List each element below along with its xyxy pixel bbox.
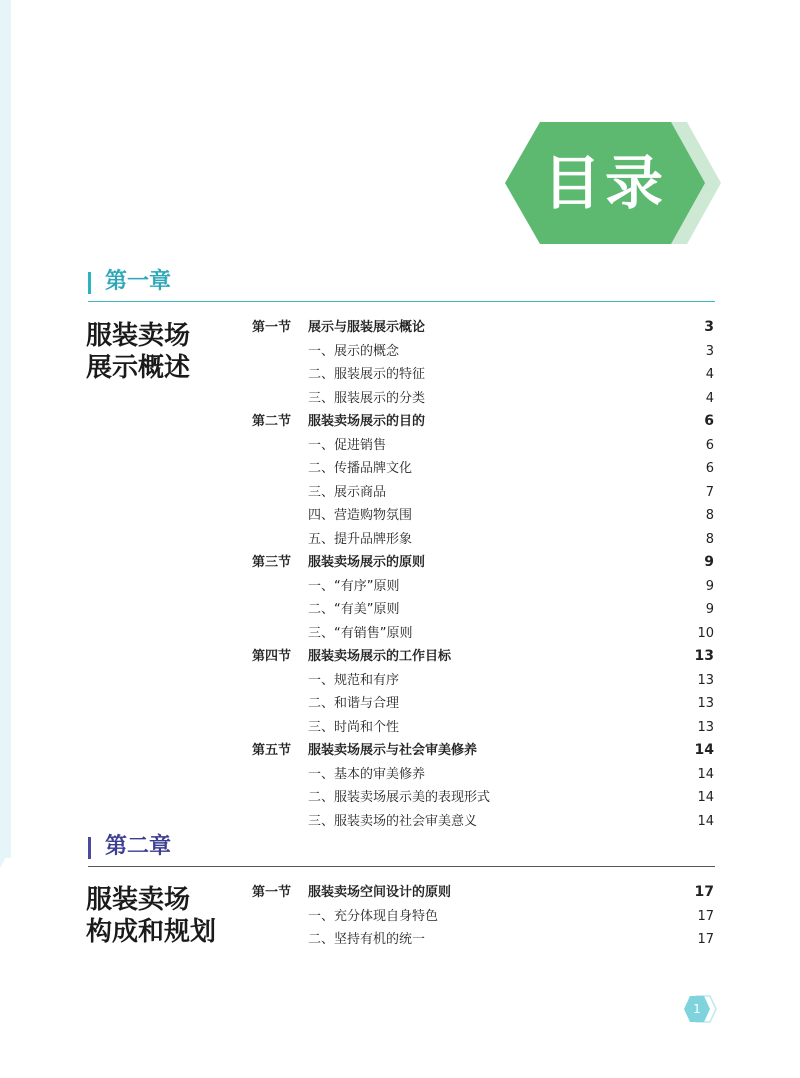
chapter-1-title [86, 320, 190, 384]
toc-section-row[interactable] [252, 551, 714, 575]
toc-section-row[interactable] [252, 645, 714, 669]
toc-item-row[interactable] [252, 810, 714, 834]
toc-page-number: 13 [697, 719, 714, 735]
chapter-2-title-line: 构成和规划 [86, 917, 217, 947]
toc-page-number: 4 [705, 390, 714, 406]
toc-item-row[interactable] [252, 692, 714, 716]
chapter-2-title [86, 884, 216, 948]
chapter-1-toc [252, 316, 714, 833]
toc-page-number: 6 [704, 413, 714, 429]
toc-page-number: 17 [694, 884, 714, 900]
chapter-1-header [88, 266, 715, 302]
toc-section-title: 服装卖场空间设计的原则 [308, 885, 452, 900]
chapter-1-label: 第一章 [105, 269, 172, 294]
toc-page-number: 14 [697, 766, 714, 782]
page-number-badge [683, 995, 717, 1023]
toc-section-number: 第四节 [252, 649, 292, 664]
toc-item-row[interactable] [252, 363, 714, 387]
toc-item-row[interactable] [252, 763, 714, 787]
toc-item-title: 三、时尚和个性 [308, 719, 400, 735]
toc-item-title: 二、服装展示的特征 [308, 367, 426, 382]
toc-section-title: 展示与服装展示概论 [308, 320, 426, 335]
toc-page-number: 17 [697, 932, 714, 947]
toc-item-title: 四、营造购物氛围 [308, 508, 413, 523]
chapter-2-marker [88, 837, 91, 859]
toc-section-number: 第三节 [252, 555, 292, 570]
toc-item-title: 一、规范和有序 [308, 672, 400, 688]
chapter-2-toc [252, 881, 714, 952]
toc-item-row[interactable] [252, 905, 714, 929]
toc-section-number: 第一节 [252, 885, 292, 900]
chapter-1-title-line: 服装卖场 [86, 321, 191, 351]
chapter-1-marker [88, 272, 91, 294]
toc-item-title: 一、促进销售 [308, 437, 387, 453]
toc-item-row[interactable] [252, 669, 714, 693]
left-edge-strip-corner [0, 848, 11, 868]
toc-page-number: 9 [704, 554, 714, 570]
toc-page-number: 3 [704, 319, 714, 335]
toc-section-title: 服装卖场展示的目的 [308, 414, 426, 429]
chapter-2-header [88, 831, 715, 867]
toc-item-title: 二、“有美”原则 [308, 602, 400, 617]
toc-section-row[interactable] [252, 739, 714, 763]
toc-item-title: 三、“有销售”原则 [308, 625, 413, 641]
toc-page-number: 9 [705, 578, 714, 594]
toc-item-title: 二、和谐与合理 [308, 696, 400, 711]
left-edge-strip [0, 0, 11, 858]
toc-item-row[interactable] [252, 575, 714, 599]
toc-item-row[interactable] [252, 457, 714, 481]
toc-item-row[interactable] [252, 622, 714, 646]
page-title: 目录 [542, 149, 667, 217]
toc-item-row[interactable] [252, 598, 714, 622]
toc-item-title: 一、“有序”原则 [308, 578, 400, 594]
chapter-1-rule [88, 301, 715, 302]
toc-page-number: 7 [705, 484, 714, 500]
toc-item-row[interactable] [252, 504, 714, 528]
chapter-1-title-line: 展示概述 [86, 353, 191, 383]
toc-section-row[interactable] [252, 881, 714, 905]
toc-page-number: 8 [705, 531, 714, 547]
toc-page-number: 4 [705, 367, 714, 382]
toc-item-row[interactable] [252, 340, 714, 364]
toc-page-number: 6 [705, 461, 714, 476]
toc-item-row[interactable] [252, 434, 714, 458]
toc-section-number: 第一节 [252, 320, 292, 335]
toc-page-number: 3 [705, 343, 714, 359]
toc-item-row[interactable] [252, 716, 714, 740]
toc-item-title: 一、展示的概念 [308, 343, 400, 359]
toc-section-number: 第五节 [252, 743, 292, 758]
toc-item-title: 三、服装展示的分类 [308, 390, 426, 406]
page-number: 1 [693, 1002, 701, 1016]
toc-page-number: 13 [697, 672, 714, 688]
toc-section-row[interactable] [252, 410, 714, 434]
toc-item-title: 二、坚持有机的统一 [308, 932, 426, 947]
chapter-2-label: 第二章 [105, 834, 172, 859]
toc-page-number: 14 [697, 790, 714, 805]
toc-item-title: 二、传播品牌文化 [308, 461, 413, 476]
chapter-2-title-line: 服装卖场 [86, 885, 191, 915]
toc-page-number: 6 [705, 437, 714, 453]
toc-item-row[interactable] [252, 528, 714, 552]
toc-page-number: 9 [705, 602, 714, 617]
toc-item-title: 一、基本的审美修养 [308, 766, 426, 782]
toc-page-number: 14 [694, 742, 714, 758]
toc-section-row[interactable] [252, 316, 714, 340]
toc-section-title: 服装卖场展示的工作目标 [308, 649, 452, 664]
toc-item-title: 一、充分体现自身特色 [308, 908, 439, 924]
toc-page-number: 14 [697, 813, 714, 829]
toc-item-row[interactable] [252, 481, 714, 505]
toc-page-number: 17 [697, 908, 714, 924]
toc-item-row[interactable] [252, 928, 714, 952]
title-hexagon-badge [505, 122, 721, 244]
toc-page-number: 13 [697, 696, 714, 711]
toc-page-number: 10 [697, 625, 714, 641]
toc-section-title: 服装卖场展示的原则 [308, 555, 426, 570]
toc-item-title: 三、展示商品 [308, 484, 387, 500]
toc-section-title: 服装卖场展示与社会审美修养 [308, 743, 478, 758]
toc-page-number: 13 [694, 648, 714, 664]
toc-item-title: 五、提升品牌形象 [308, 531, 413, 547]
toc-page-number: 8 [705, 508, 714, 523]
toc-item-row[interactable] [252, 786, 714, 810]
chapter-2-rule [88, 866, 715, 867]
toc-item-title: 三、服装卖场的社会审美意义 [308, 813, 478, 829]
toc-item-title: 二、服装卖场展示美的表现形式 [308, 790, 491, 805]
toc-item-row[interactable] [252, 387, 714, 411]
toc-section-number: 第二节 [252, 414, 292, 429]
